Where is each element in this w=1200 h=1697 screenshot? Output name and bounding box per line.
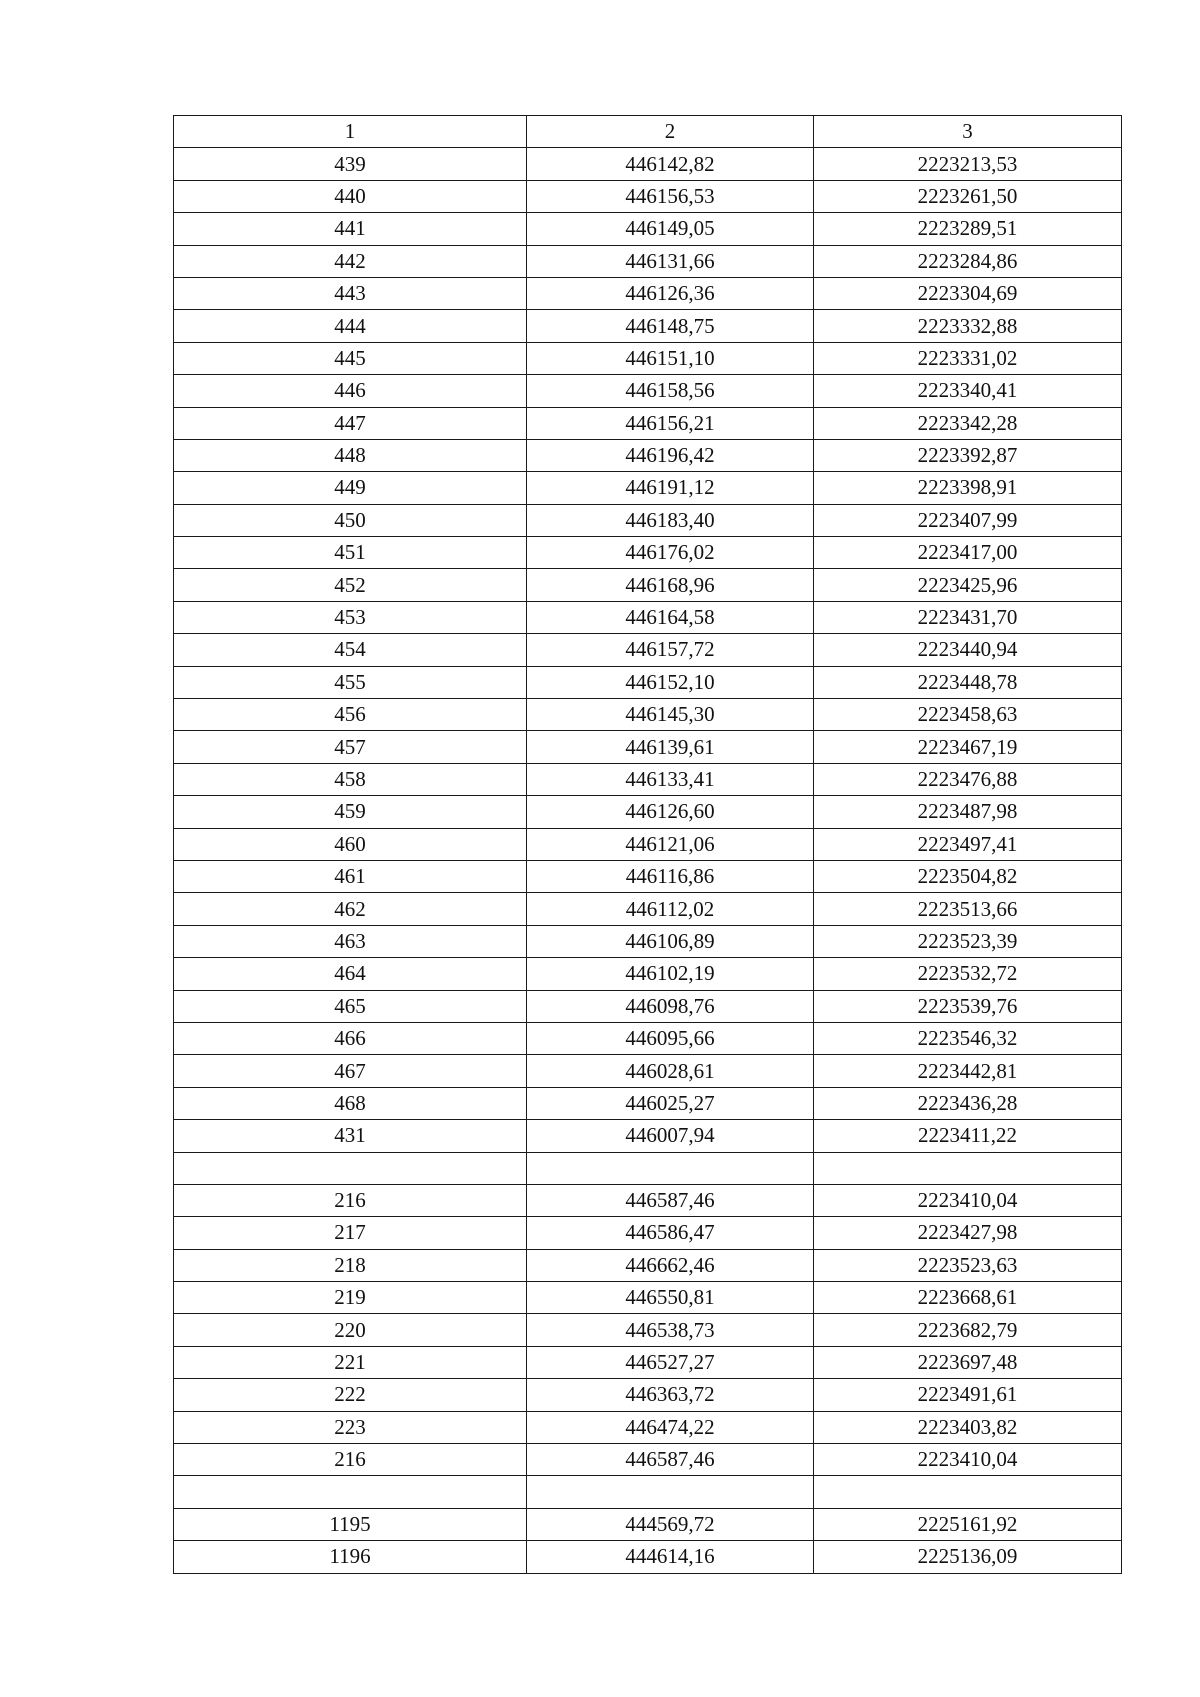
point-number-cell: 431 xyxy=(174,1120,527,1152)
coordinate-x-cell: 446142,82 xyxy=(527,148,814,180)
coordinate-y-cell: 2223332,88 xyxy=(814,310,1122,342)
coordinate-y-cell: 2223392,87 xyxy=(814,439,1122,471)
point-number-cell: 448 xyxy=(174,439,527,471)
coordinate-y-cell xyxy=(814,1476,1122,1508)
coordinate-x-cell: 446095,66 xyxy=(527,1022,814,1054)
table-row xyxy=(174,1508,1122,1540)
point-number-cell: 460 xyxy=(174,828,527,860)
table-row xyxy=(174,634,1122,666)
table-row xyxy=(174,375,1122,407)
coordinate-y-cell: 2223668,61 xyxy=(814,1282,1122,1314)
table-row xyxy=(174,569,1122,601)
point-number-cell: 439 xyxy=(174,148,527,180)
coordinate-y-cell: 2223289,51 xyxy=(814,213,1122,245)
coordinate-x-cell: 446196,42 xyxy=(527,439,814,471)
coordinate-x-cell: 446527,27 xyxy=(527,1346,814,1378)
coordinate-x-cell: 446152,10 xyxy=(527,666,814,698)
coordinates-table-body xyxy=(174,116,1122,1574)
point-number-cell: 443 xyxy=(174,277,527,309)
point-number-cell: 461 xyxy=(174,860,527,892)
coordinate-y-cell: 2223261,50 xyxy=(814,180,1122,212)
table-row xyxy=(174,828,1122,860)
coordinate-y-cell: 2223417,00 xyxy=(814,537,1122,569)
coordinate-y-cell: 2223410,04 xyxy=(814,1444,1122,1476)
coordinate-y-cell: 2223304,69 xyxy=(814,277,1122,309)
table-row xyxy=(174,213,1122,245)
table-row xyxy=(174,699,1122,731)
table-row xyxy=(174,504,1122,536)
table-row xyxy=(174,1314,1122,1346)
coordinate-y-cell: 2223411,22 xyxy=(814,1120,1122,1152)
point-number-cell: 456 xyxy=(174,699,527,731)
table-row xyxy=(174,1444,1122,1476)
table-row xyxy=(174,1184,1122,1216)
point-number-cell: 452 xyxy=(174,569,527,601)
point-number-cell: 458 xyxy=(174,763,527,795)
coordinate-y-cell: 2223440,94 xyxy=(814,634,1122,666)
coordinate-x-cell: 446145,30 xyxy=(527,699,814,731)
coordinate-y-cell: 2223436,28 xyxy=(814,1087,1122,1119)
coordinate-x-cell: 446007,94 xyxy=(527,1120,814,1152)
table-row xyxy=(174,180,1122,212)
coordinate-x-cell: 446538,73 xyxy=(527,1314,814,1346)
coordinate-y-cell: 2223697,48 xyxy=(814,1346,1122,1378)
coordinate-x-cell: 446151,10 xyxy=(527,342,814,374)
coordinate-y-cell: 2223425,96 xyxy=(814,569,1122,601)
coordinate-x-cell: 446126,60 xyxy=(527,796,814,828)
coordinate-x-cell: 446363,72 xyxy=(527,1379,814,1411)
coordinate-y-cell: 2223476,88 xyxy=(814,763,1122,795)
point-number-cell: 444 xyxy=(174,310,527,342)
coordinate-x-cell: 446550,81 xyxy=(527,1282,814,1314)
point-number-cell xyxy=(174,1152,527,1184)
coordinate-x-cell: 446176,02 xyxy=(527,537,814,569)
table-row xyxy=(174,1411,1122,1443)
point-number-cell: 442 xyxy=(174,245,527,277)
coordinates-table xyxy=(173,115,1122,1574)
coordinate-x-cell: 446168,96 xyxy=(527,569,814,601)
coordinate-x-cell: 446106,89 xyxy=(527,925,814,957)
table-row xyxy=(174,342,1122,374)
table-row xyxy=(174,893,1122,925)
table-row xyxy=(174,407,1122,439)
header-cell-col-3: 3 xyxy=(814,116,1122,148)
point-number-cell: 219 xyxy=(174,1282,527,1314)
point-number-cell: 221 xyxy=(174,1346,527,1378)
table-row xyxy=(174,1022,1122,1054)
point-number-cell: 216 xyxy=(174,1444,527,1476)
table-row xyxy=(174,763,1122,795)
coordinate-x-cell: 446164,58 xyxy=(527,601,814,633)
table-row xyxy=(174,958,1122,990)
coordinate-x-cell: 446662,46 xyxy=(527,1249,814,1281)
coordinate-y-cell: 2223427,98 xyxy=(814,1217,1122,1249)
coordinate-x-cell: 446139,61 xyxy=(527,731,814,763)
coordinate-y-cell: 2223284,86 xyxy=(814,245,1122,277)
point-number-cell: 467 xyxy=(174,1055,527,1087)
coordinate-x-cell: 446028,61 xyxy=(527,1055,814,1087)
point-number-cell: 457 xyxy=(174,731,527,763)
coordinate-x-cell: 446474,22 xyxy=(527,1411,814,1443)
coordinate-y-cell: 2223532,72 xyxy=(814,958,1122,990)
point-number-cell: 468 xyxy=(174,1087,527,1119)
coordinate-y-cell: 2223410,04 xyxy=(814,1184,1122,1216)
table-header-row xyxy=(174,116,1122,148)
point-number-cell: 459 xyxy=(174,796,527,828)
point-number-cell: 455 xyxy=(174,666,527,698)
point-number-cell: 223 xyxy=(174,1411,527,1443)
coordinate-x-cell: 446156,21 xyxy=(527,407,814,439)
table-row xyxy=(174,666,1122,698)
point-number-cell: 440 xyxy=(174,180,527,212)
coordinate-y-cell: 2223403,82 xyxy=(814,1411,1122,1443)
coordinate-x-cell: 446586,47 xyxy=(527,1217,814,1249)
point-number-cell: 1196 xyxy=(174,1541,527,1573)
coordinate-y-cell: 2223523,63 xyxy=(814,1249,1122,1281)
coordinate-y-cell: 2223331,02 xyxy=(814,342,1122,374)
point-number-cell: 454 xyxy=(174,634,527,666)
coordinate-x-cell: 446587,46 xyxy=(527,1184,814,1216)
table-row xyxy=(174,731,1122,763)
table-row xyxy=(174,1379,1122,1411)
table-row xyxy=(174,1120,1122,1152)
point-number-cell: 446 xyxy=(174,375,527,407)
coordinate-y-cell: 2223213,53 xyxy=(814,148,1122,180)
table-row xyxy=(174,1282,1122,1314)
coordinate-y-cell: 2223523,39 xyxy=(814,925,1122,957)
point-number-cell: 447 xyxy=(174,407,527,439)
coordinate-x-cell: 444569,72 xyxy=(527,1508,814,1540)
coordinate-y-cell: 2223513,66 xyxy=(814,893,1122,925)
point-number-cell xyxy=(174,1476,527,1508)
point-number-cell: 1195 xyxy=(174,1508,527,1540)
point-number-cell: 216 xyxy=(174,1184,527,1216)
table-row xyxy=(174,990,1122,1022)
coordinate-x-cell: 446149,05 xyxy=(527,213,814,245)
table-row xyxy=(174,277,1122,309)
coordinate-x-cell: 446112,02 xyxy=(527,893,814,925)
coordinate-y-cell: 2223467,19 xyxy=(814,731,1122,763)
table-row xyxy=(174,1346,1122,1378)
point-number-cell: 466 xyxy=(174,1022,527,1054)
table-row xyxy=(174,601,1122,633)
coordinate-y-cell: 2225161,92 xyxy=(814,1508,1122,1540)
coordinate-y-cell: 2223448,78 xyxy=(814,666,1122,698)
coordinate-y-cell: 2223546,32 xyxy=(814,1022,1122,1054)
table-row xyxy=(174,1541,1122,1573)
point-number-cell: 464 xyxy=(174,958,527,990)
point-number-cell: 451 xyxy=(174,537,527,569)
point-number-cell: 222 xyxy=(174,1379,527,1411)
coordinate-x-cell: 446131,66 xyxy=(527,245,814,277)
coordinate-x-cell: 446158,56 xyxy=(527,375,814,407)
coordinate-y-cell: 2223487,98 xyxy=(814,796,1122,828)
coordinate-y-cell: 2223407,99 xyxy=(814,504,1122,536)
coordinate-y-cell: 2223504,82 xyxy=(814,860,1122,892)
point-number-cell: 217 xyxy=(174,1217,527,1249)
point-number-cell: 445 xyxy=(174,342,527,374)
coordinate-y-cell: 2225136,09 xyxy=(814,1541,1122,1573)
coordinate-y-cell: 2223539,76 xyxy=(814,990,1122,1022)
table-row xyxy=(174,1476,1122,1508)
table-row xyxy=(174,245,1122,277)
coordinate-x-cell: 446133,41 xyxy=(527,763,814,795)
point-number-cell: 463 xyxy=(174,925,527,957)
table-row xyxy=(174,148,1122,180)
header-cell-col-1: 1 xyxy=(174,116,527,148)
table-row xyxy=(174,860,1122,892)
table-row xyxy=(174,925,1122,957)
point-number-cell: 462 xyxy=(174,893,527,925)
coordinate-y-cell xyxy=(814,1152,1122,1184)
table-row xyxy=(174,796,1122,828)
coordinate-x-cell: 446191,12 xyxy=(527,472,814,504)
header-cell-col-2: 2 xyxy=(527,116,814,148)
coordinate-x-cell: 446156,53 xyxy=(527,180,814,212)
coordinate-x-cell: 446183,40 xyxy=(527,504,814,536)
point-number-cell: 453 xyxy=(174,601,527,633)
coordinate-x-cell: 446116,86 xyxy=(527,860,814,892)
table-row xyxy=(174,439,1122,471)
table-row xyxy=(174,310,1122,342)
point-number-cell: 441 xyxy=(174,213,527,245)
coordinate-y-cell: 2223398,91 xyxy=(814,472,1122,504)
point-number-cell: 220 xyxy=(174,1314,527,1346)
table-row xyxy=(174,1055,1122,1087)
table-row xyxy=(174,1152,1122,1184)
coordinate-y-cell: 2223431,70 xyxy=(814,601,1122,633)
coordinate-x-cell: 446148,75 xyxy=(527,310,814,342)
coordinate-x-cell: 446025,27 xyxy=(527,1087,814,1119)
coordinate-y-cell: 2223497,41 xyxy=(814,828,1122,860)
coordinate-x-cell xyxy=(527,1152,814,1184)
table-row xyxy=(174,1087,1122,1119)
coordinate-y-cell: 2223442,81 xyxy=(814,1055,1122,1087)
coordinate-x-cell: 446157,72 xyxy=(527,634,814,666)
coordinate-x-cell: 446098,76 xyxy=(527,990,814,1022)
coordinate-x-cell xyxy=(527,1476,814,1508)
coordinate-x-cell: 446587,46 xyxy=(527,1444,814,1476)
coordinate-x-cell: 446121,06 xyxy=(527,828,814,860)
coordinate-y-cell: 2223491,61 xyxy=(814,1379,1122,1411)
point-number-cell: 450 xyxy=(174,504,527,536)
point-number-cell: 449 xyxy=(174,472,527,504)
coordinate-y-cell: 2223458,63 xyxy=(814,699,1122,731)
coordinate-x-cell: 446126,36 xyxy=(527,277,814,309)
coordinate-y-cell: 2223682,79 xyxy=(814,1314,1122,1346)
point-number-cell: 218 xyxy=(174,1249,527,1281)
coordinate-y-cell: 2223340,41 xyxy=(814,375,1122,407)
table-row xyxy=(174,1249,1122,1281)
point-number-cell: 465 xyxy=(174,990,527,1022)
table-row xyxy=(174,1217,1122,1249)
table-row xyxy=(174,537,1122,569)
coordinate-y-cell: 2223342,28 xyxy=(814,407,1122,439)
coordinate-x-cell: 444614,16 xyxy=(527,1541,814,1573)
coordinate-x-cell: 446102,19 xyxy=(527,958,814,990)
table-row xyxy=(174,472,1122,504)
